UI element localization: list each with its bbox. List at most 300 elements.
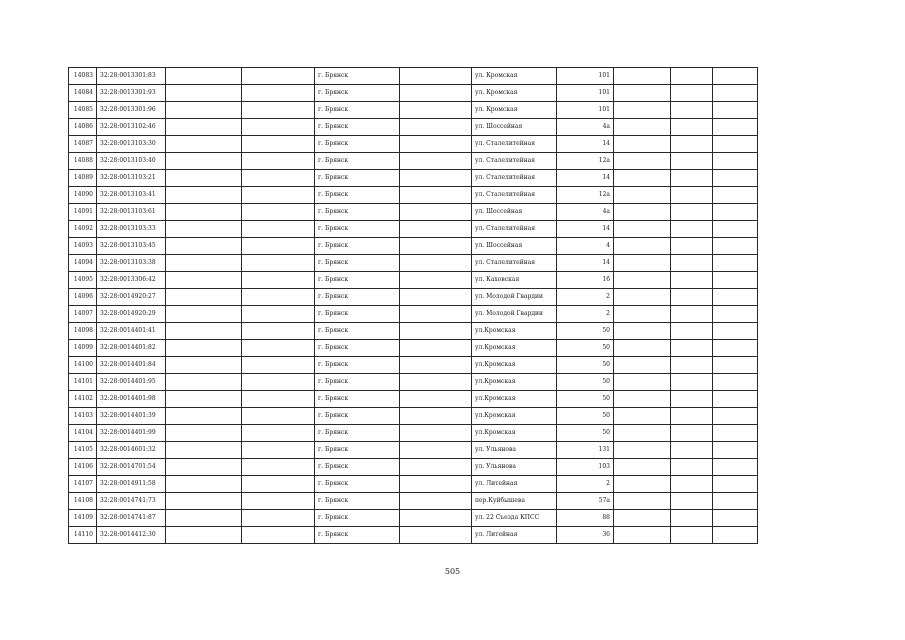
city-cell: г. Брянск: [315, 374, 400, 391]
empty-cell: [166, 187, 242, 204]
table-row: [69, 425, 758, 442]
empty-cell: [166, 204, 242, 221]
street-cell: ул. Кромская: [472, 85, 557, 102]
empty-cell: [400, 153, 472, 170]
empty-cell: [400, 102, 472, 119]
empty-cell: [400, 374, 472, 391]
empty-cell: [713, 527, 758, 544]
house-number-cell: 50: [557, 425, 614, 442]
empty-cell: [166, 153, 242, 170]
empty-cell: [242, 187, 315, 204]
empty-cell: [671, 272, 713, 289]
row-number-cell: 14099: [69, 340, 97, 357]
empty-cell: [713, 102, 758, 119]
house-number-cell: 14: [557, 170, 614, 187]
table-row: [69, 476, 758, 493]
empty-cell: [242, 425, 315, 442]
cadastral-number-cell: 32:28:0014401:98: [97, 391, 166, 408]
empty-cell: [166, 255, 242, 272]
empty-cell: [671, 85, 713, 102]
table-row: [69, 238, 758, 255]
empty-cell: [166, 357, 242, 374]
street-cell: ул. Сталелитейная: [472, 221, 557, 238]
empty-cell: [614, 323, 671, 340]
empty-cell: [614, 306, 671, 323]
row-number-cell: 14100: [69, 357, 97, 374]
house-number-cell: 2: [557, 289, 614, 306]
empty-cell: [166, 68, 242, 85]
empty-cell: [614, 459, 671, 476]
table-row: [69, 102, 758, 119]
house-number-cell: 2: [557, 306, 614, 323]
empty-cell: [400, 272, 472, 289]
empty-cell: [400, 527, 472, 544]
row-number-cell: 14108: [69, 493, 97, 510]
cadastral-number-cell: 32:28:0013301:93: [97, 85, 166, 102]
house-number-cell: 36: [557, 527, 614, 544]
row-number-cell: 14091: [69, 204, 97, 221]
empty-cell: [242, 510, 315, 527]
empty-cell: [614, 255, 671, 272]
empty-cell: [614, 289, 671, 306]
empty-cell: [166, 119, 242, 136]
row-number-cell: 14104: [69, 425, 97, 442]
empty-cell: [400, 357, 472, 374]
cadastral-number-cell: 32:28:0014412:30: [97, 527, 166, 544]
empty-cell: [242, 391, 315, 408]
street-cell: ул. Сталелитейная: [472, 136, 557, 153]
empty-cell: [713, 255, 758, 272]
house-number-cell: 4а: [557, 119, 614, 136]
empty-cell: [400, 476, 472, 493]
house-number-cell: 131: [557, 442, 614, 459]
empty-cell: [671, 340, 713, 357]
row-number-cell: 14101: [69, 374, 97, 391]
empty-cell: [614, 102, 671, 119]
empty-cell: [713, 493, 758, 510]
city-cell: г. Брянск: [315, 459, 400, 476]
row-number-cell: 14092: [69, 221, 97, 238]
empty-cell: [400, 187, 472, 204]
empty-cell: [671, 391, 713, 408]
city-cell: г. Брянск: [315, 289, 400, 306]
table-row: [69, 340, 758, 357]
row-number-cell: 14103: [69, 408, 97, 425]
empty-cell: [713, 187, 758, 204]
table-row: [69, 153, 758, 170]
empty-cell: [671, 459, 713, 476]
empty-cell: [614, 493, 671, 510]
empty-cell: [713, 289, 758, 306]
empty-cell: [242, 340, 315, 357]
house-number-cell: 101: [557, 85, 614, 102]
empty-cell: [166, 340, 242, 357]
empty-cell: [713, 391, 758, 408]
cadastral-number-cell: 32:28:0014741:73: [97, 493, 166, 510]
street-cell: ул. Сталелитейная: [472, 187, 557, 204]
row-number-cell: 14089: [69, 170, 97, 187]
empty-cell: [242, 119, 315, 136]
house-number-cell: 50: [557, 374, 614, 391]
empty-cell: [400, 510, 472, 527]
city-cell: г. Брянск: [315, 221, 400, 238]
house-number-cell: 4а: [557, 204, 614, 221]
house-number-cell: 50: [557, 391, 614, 408]
empty-cell: [614, 153, 671, 170]
empty-cell: [671, 119, 713, 136]
cadastral-number-cell: 32:28:0013103:41: [97, 187, 166, 204]
empty-cell: [166, 221, 242, 238]
empty-cell: [671, 306, 713, 323]
city-cell: г. Брянск: [315, 102, 400, 119]
empty-cell: [614, 476, 671, 493]
row-number-cell: 14096: [69, 289, 97, 306]
empty-cell: [166, 476, 242, 493]
house-number-cell: 14: [557, 255, 614, 272]
cadastral-number-cell: 32:28:0014401:95: [97, 374, 166, 391]
empty-cell: [671, 357, 713, 374]
empty-cell: [400, 323, 472, 340]
street-cell: ул. Кромская: [472, 68, 557, 85]
row-number-cell: 14086: [69, 119, 97, 136]
table-row: [69, 221, 758, 238]
empty-cell: [166, 306, 242, 323]
empty-cell: [614, 238, 671, 255]
empty-cell: [166, 408, 242, 425]
page-number: 505: [444, 567, 461, 576]
house-number-cell: 14: [557, 136, 614, 153]
street-cell: ул. Кромская: [472, 102, 557, 119]
empty-cell: [166, 102, 242, 119]
empty-cell: [614, 357, 671, 374]
empty-cell: [713, 476, 758, 493]
empty-cell: [713, 272, 758, 289]
empty-cell: [713, 357, 758, 374]
street-cell: ул.Кромская: [472, 357, 557, 374]
street-cell: ул.Кромская: [472, 408, 557, 425]
cadastral-number-cell: 32:28:0014401:41: [97, 323, 166, 340]
empty-cell: [400, 493, 472, 510]
empty-cell: [614, 136, 671, 153]
empty-cell: [713, 340, 758, 357]
cadastral-number-cell: 32:28:0013103:30: [97, 136, 166, 153]
table-row: [69, 119, 758, 136]
empty-cell: [166, 510, 242, 527]
row-number-cell: 14106: [69, 459, 97, 476]
city-cell: г. Брянск: [315, 306, 400, 323]
empty-cell: [671, 323, 713, 340]
empty-cell: [713, 374, 758, 391]
row-number-cell: 14102: [69, 391, 97, 408]
street-cell: ул. Шоссейная: [472, 238, 557, 255]
cadastral-number-cell: 32:28:0014401:84: [97, 357, 166, 374]
empty-cell: [713, 221, 758, 238]
street-cell: ул. Шоссейная: [472, 119, 557, 136]
empty-cell: [671, 187, 713, 204]
city-cell: г. Брянск: [315, 425, 400, 442]
empty-cell: [713, 459, 758, 476]
cadastral-number-cell: 32:28:0013102:46: [97, 119, 166, 136]
empty-cell: [242, 493, 315, 510]
empty-cell: [671, 153, 713, 170]
cadastral-number-cell: 32:28:0014911:58: [97, 476, 166, 493]
empty-cell: [614, 408, 671, 425]
empty-cell: [242, 102, 315, 119]
house-number-cell: 14: [557, 221, 614, 238]
house-number-cell: 2: [557, 476, 614, 493]
empty-cell: [166, 85, 242, 102]
empty-cell: [242, 68, 315, 85]
city-cell: г. Брянск: [315, 272, 400, 289]
table-row: [69, 204, 758, 221]
empty-cell: [166, 238, 242, 255]
empty-cell: [400, 119, 472, 136]
empty-cell: [400, 408, 472, 425]
empty-cell: [614, 391, 671, 408]
empty-cell: [166, 289, 242, 306]
cadastral-number-cell: 32:28:0013301:96: [97, 102, 166, 119]
table-row: [69, 187, 758, 204]
empty-cell: [614, 340, 671, 357]
table-row: [69, 136, 758, 153]
empty-cell: [671, 170, 713, 187]
empty-cell: [242, 357, 315, 374]
empty-cell: [614, 425, 671, 442]
row-number-cell: 14084: [69, 85, 97, 102]
empty-cell: [242, 527, 315, 544]
empty-cell: [614, 204, 671, 221]
city-cell: г. Брянск: [315, 391, 400, 408]
house-number-cell: 4: [557, 238, 614, 255]
row-number-cell: 14083: [69, 68, 97, 85]
empty-cell: [713, 68, 758, 85]
empty-cell: [713, 442, 758, 459]
empty-cell: [713, 170, 758, 187]
empty-cell: [713, 306, 758, 323]
street-cell: ул.Кромская: [472, 391, 557, 408]
empty-cell: [713, 408, 758, 425]
cadastral-number-cell: 32:28:0013103:61: [97, 204, 166, 221]
empty-cell: [614, 221, 671, 238]
cadastral-number-cell: 32:28:0013103:45: [97, 238, 166, 255]
cadastral-number-cell: 32:28:0013103:21: [97, 170, 166, 187]
cadastral-number-cell: 32:28:0014701:54: [97, 459, 166, 476]
city-cell: г. Брянск: [315, 153, 400, 170]
house-number-cell: 57а: [557, 493, 614, 510]
cadastral-number-cell: 32:28:0013103:38: [97, 255, 166, 272]
empty-cell: [614, 442, 671, 459]
row-number-cell: 14088: [69, 153, 97, 170]
city-cell: г. Брянск: [315, 357, 400, 374]
cadastral-number-cell: 32:28:0014741:87: [97, 510, 166, 527]
city-cell: г. Брянск: [315, 408, 400, 425]
empty-cell: [400, 340, 472, 357]
cadastral-number-cell: 32:28:0014601:32: [97, 442, 166, 459]
city-cell: г. Брянск: [315, 493, 400, 510]
empty-cell: [166, 323, 242, 340]
empty-cell: [713, 425, 758, 442]
empty-cell: [671, 442, 713, 459]
empty-cell: [242, 170, 315, 187]
empty-cell: [614, 527, 671, 544]
empty-cell: [166, 425, 242, 442]
empty-cell: [614, 374, 671, 391]
empty-cell: [614, 119, 671, 136]
table-row: [69, 323, 758, 340]
house-number-cell: 50: [557, 357, 614, 374]
empty-cell: [713, 204, 758, 221]
house-number-cell: 50: [557, 340, 614, 357]
cadastral-number-cell: 32:28:0013301:83: [97, 68, 166, 85]
empty-cell: [400, 238, 472, 255]
house-number-cell: 50: [557, 408, 614, 425]
empty-cell: [614, 187, 671, 204]
empty-cell: [242, 204, 315, 221]
city-cell: г. Брянск: [315, 238, 400, 255]
empty-cell: [713, 238, 758, 255]
city-cell: г. Брянск: [315, 476, 400, 493]
city-cell: г. Брянск: [315, 136, 400, 153]
empty-cell: [242, 289, 315, 306]
empty-cell: [671, 238, 713, 255]
empty-cell: [400, 170, 472, 187]
row-number-cell: 14110: [69, 527, 97, 544]
street-cell: ул.Кромская: [472, 374, 557, 391]
empty-cell: [242, 374, 315, 391]
empty-cell: [671, 374, 713, 391]
empty-cell: [400, 68, 472, 85]
table-body: [69, 68, 758, 544]
empty-cell: [400, 391, 472, 408]
street-cell: ул.Кромская: [472, 340, 557, 357]
cadastral-number-cell: 32:28:0014401:82: [97, 340, 166, 357]
data-table: [68, 67, 758, 544]
empty-cell: [614, 272, 671, 289]
street-cell: ул. Ульянова: [472, 459, 557, 476]
empty-cell: [242, 323, 315, 340]
street-cell: пер.Куйбышева: [472, 493, 557, 510]
row-number-cell: 14105: [69, 442, 97, 459]
empty-cell: [671, 204, 713, 221]
table-row: [69, 272, 758, 289]
empty-cell: [166, 459, 242, 476]
city-cell: г. Брянск: [315, 187, 400, 204]
empty-cell: [242, 221, 315, 238]
cadastral-number-cell: 32:28:0013306:42: [97, 272, 166, 289]
empty-cell: [242, 238, 315, 255]
empty-cell: [242, 153, 315, 170]
row-number-cell: 14107: [69, 476, 97, 493]
street-cell: ул. Сталелитейная: [472, 170, 557, 187]
street-cell: ул. 22 Съезда КПСС: [472, 510, 557, 527]
table-row: [69, 527, 758, 544]
table-row: [69, 289, 758, 306]
empty-cell: [166, 272, 242, 289]
house-number-cell: 1б: [557, 272, 614, 289]
table-row: [69, 493, 758, 510]
empty-cell: [166, 527, 242, 544]
table-row: [69, 510, 758, 527]
city-cell: г. Брянск: [315, 323, 400, 340]
empty-cell: [671, 510, 713, 527]
empty-cell: [671, 255, 713, 272]
empty-cell: [400, 442, 472, 459]
table-row: [69, 408, 758, 425]
row-number-cell: 14098: [69, 323, 97, 340]
empty-cell: [166, 136, 242, 153]
empty-cell: [713, 323, 758, 340]
empty-cell: [671, 493, 713, 510]
empty-cell: [614, 510, 671, 527]
row-number-cell: 14093: [69, 238, 97, 255]
empty-cell: [400, 85, 472, 102]
street-cell: ул. Сталелитейная: [472, 255, 557, 272]
empty-cell: [713, 85, 758, 102]
street-cell: ул. Молодой Гвардии: [472, 306, 557, 323]
house-number-cell: 103: [557, 459, 614, 476]
empty-cell: [614, 170, 671, 187]
table-row: [69, 68, 758, 85]
street-cell: ул. Молодой Гвардии: [472, 289, 557, 306]
empty-cell: [166, 170, 242, 187]
row-number-cell: 14094: [69, 255, 97, 272]
empty-cell: [242, 442, 315, 459]
cadastral-number-cell: 32:28:0014401:39: [97, 408, 166, 425]
city-cell: г. Брянск: [315, 68, 400, 85]
empty-cell: [400, 255, 472, 272]
cadastral-number-cell: 32:28:0014920:27: [97, 289, 166, 306]
empty-cell: [242, 459, 315, 476]
empty-cell: [400, 221, 472, 238]
empty-cell: [713, 153, 758, 170]
street-cell: ул. Сталелитейная: [472, 153, 557, 170]
house-number-cell: 88: [557, 510, 614, 527]
empty-cell: [614, 85, 671, 102]
city-cell: г. Брянск: [315, 340, 400, 357]
city-cell: г. Брянск: [315, 85, 400, 102]
house-number-cell: 12а: [557, 153, 614, 170]
cadastral-number-cell: 32:28:0014401:99: [97, 425, 166, 442]
empty-cell: [400, 306, 472, 323]
row-number-cell: 14109: [69, 510, 97, 527]
empty-cell: [400, 459, 472, 476]
city-cell: г. Брянск: [315, 170, 400, 187]
empty-cell: [166, 391, 242, 408]
empty-cell: [671, 476, 713, 493]
empty-cell: [671, 221, 713, 238]
street-cell: ул. Литейная: [472, 527, 557, 544]
empty-cell: [242, 408, 315, 425]
empty-cell: [400, 425, 472, 442]
table-row: [69, 306, 758, 323]
empty-cell: [166, 374, 242, 391]
empty-cell: [671, 136, 713, 153]
empty-cell: [242, 306, 315, 323]
city-cell: г. Брянск: [315, 442, 400, 459]
empty-cell: [671, 68, 713, 85]
table-row: [69, 442, 758, 459]
empty-cell: [166, 493, 242, 510]
row-number-cell: 14087: [69, 136, 97, 153]
table-row: [69, 374, 758, 391]
street-cell: ул.Кромская: [472, 425, 557, 442]
table-row: [69, 255, 758, 272]
house-number-cell: 50: [557, 323, 614, 340]
street-cell: ул. Шоссейная: [472, 204, 557, 221]
empty-cell: [242, 136, 315, 153]
empty-cell: [400, 136, 472, 153]
city-cell: г. Брянск: [315, 255, 400, 272]
